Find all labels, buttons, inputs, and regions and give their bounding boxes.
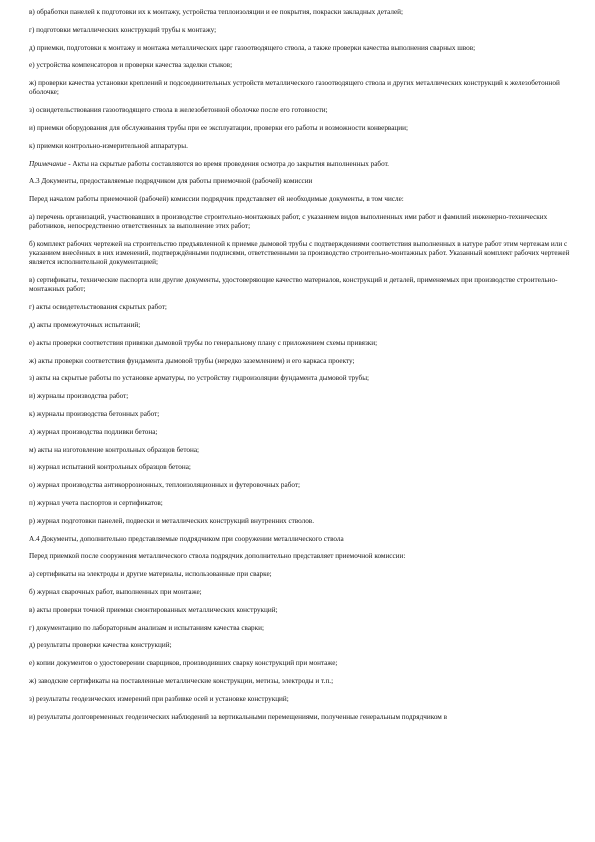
paragraph: А.3 Документы, предоставляемые подрядчиком для работы приемочной (рабочей) комиссии — [29, 177, 313, 186]
paragraph: о) журнал производства антикоррозионных, теплоизоляционных и футеровочных работ; — [29, 481, 300, 490]
note-text: - Акты на скрытые работы составляются во время проведения осмотра до закрытия выполненных работ. — [66, 159, 389, 168]
paragraph: Перед приемкой после сооружения металлического ствола подрядчик дополнительно представляет приемочной комиссии: — [29, 552, 406, 561]
paragraph: в) сертификаты, технические паспорта или другие документы, удостоверяющие качество материалов, конструкций и деталей, применяемых при производстве строительно-монтажных работ; — [29, 276, 558, 294]
paragraph: а) сертификаты на электроды и другие материалы, использованные при сварке; — [29, 570, 272, 579]
paragraph: в) обработки панелей к подготовки их к монтажу, устройства теплоизоляции и ее покрытия, покраски закладных деталей; — [29, 8, 403, 16]
paragraph: д) результаты проверки качества конструкций; — [29, 641, 172, 650]
paragraph: д) акты промежуточных испытаний; — [29, 320, 141, 329]
paragraph: з) акты на скрытые работы по установке арматуры, по устройству гидроизоляции фундамента дымовой трубы; — [29, 374, 370, 383]
paragraph: и) журналы производства работ; — [29, 392, 129, 401]
paragraph: а) перечень организаций, участвовавших в производстве строительно-монтажных работ, с указанием видов выполненных ими работ и фамилий инженерно-технических работников, непосредственно ответственных за выполнение этих работ; — [29, 212, 548, 231]
paragraph: н) журнал испытаний контрольных образцов бетона; — [29, 463, 191, 472]
paragraph: з) освидетельствования газоотводящего ствола в железобетонной оболочке после его готовности; — [29, 106, 328, 115]
paragraph: г) документацию по лабораторным анализам и испытаниям качества сварки; — [29, 623, 264, 632]
paragraph: в) акты проверки точной приемки смонтированных металлических конструкций; — [29, 605, 278, 614]
paragraph: д) приемки, подготовки к монтажу и монтажа металлических царг газоотводящего ствола, а также проверки качества выполнения сварных швов; — [29, 43, 476, 52]
paragraph: к) журналы производства бетонных работ; — [29, 409, 160, 418]
paragraph: б) журнал сварочных работ, выполненных при монтаже; — [29, 587, 202, 596]
paragraph: Перед началом работы приемочной (рабочей) комиссии подрядчик представляет ей необходимые документы, в том числе: — [29, 195, 404, 204]
paragraph — [29, 160, 570, 169]
document-page — [29, 8, 570, 730]
paragraph: ж) заводские сертификаты на поставленные металлические конструкции, метизы, электроды и т.п.; — [29, 676, 334, 685]
paragraph: ж) акты проверки соответствия фундамента дымовой трубы (нередко заземлением) и его каркаса проекту; — [29, 356, 355, 365]
paragraph: р) журнал подготовки панелей, подвески и металлических конструкций внутренних стволов. — [29, 516, 314, 525]
paragraph: ж) проверки качества установки креплений и подсоединительных устройств металлического газоотводящего ствола и других металлических конструкций к железобетонной оболочке; — [29, 79, 560, 97]
paragraph: и) результаты долговременных геодезических наблюдений за вертикальными перемещениями, полученные генеральным подрядчиком в — [29, 712, 448, 721]
paragraph: м) акты на изготовление контрольных образцов бетона; — [29, 445, 200, 454]
paragraph: к) приемки контрольно-измерительной аппаратуры. — [29, 141, 188, 150]
paragraph: п) журнал учета паспортов и сертификатов; — [29, 498, 163, 507]
paragraph: и) приемки оборудования для обслуживания трубы при ее эксплуатации, проверки его работы и возможности конвервации; — [29, 123, 408, 132]
note-label: Примечание — [29, 159, 67, 168]
paragraph: г) акты освидетельствования скрытых работ; — [29, 303, 167, 312]
paragraph: е) акты проверки соответствия привязки дымовой трубы по генеральному плану с приложением схемы привязки; — [29, 338, 378, 347]
paragraph: б) комплект рабочих чертежей на строительство предъявленной к приемке дымовой трубы с подтверждениями соответствия выполненных в натуре работ этим чертежам или с указанием внесённых в них изменений, подтверждёнными подписями, ответственными за производство строительно-монтажных работ. Указанный комплект рабочих чертежей является исполнительной документацией; — [29, 239, 570, 267]
paragraph: л) журнал производства подливки бетона; — [29, 427, 158, 436]
paragraph: А.4 Документы, дополнительно представляемые подрядчиком при сооружении металлического ствола — [29, 534, 344, 543]
paragraph: е) устройства компенсаторов и проверки качества заделки стыков; — [29, 61, 233, 70]
paragraph: г) подготовки металлических конструкций трубы к монтажу; — [29, 25, 217, 34]
paragraph: з) результаты геодезических измерений при разбивке осей и установке конструкций; — [29, 694, 289, 703]
paragraph: е) копии документов о удостоверении сварщиков, производивших сварку конструкций при монтаже; — [29, 659, 338, 668]
